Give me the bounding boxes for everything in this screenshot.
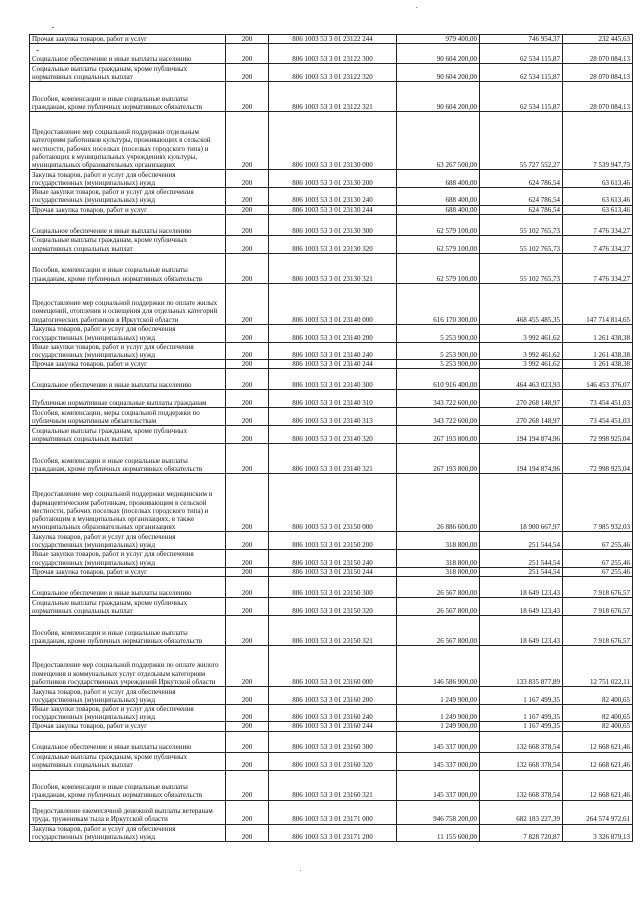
remaining-amount: 12 668 621,46 [563, 731, 633, 752]
table-row [30, 426, 633, 444]
assigned-amount: 979 400,00 [397, 35, 480, 44]
executed-amount: 62 534 115,87 [480, 44, 563, 64]
assigned-amount: 318 800,00 [397, 567, 480, 576]
row-name: Предоставление мер социальной поддержки отдельным категориям работников культуры, проживающих в сельской местности, рабочих поселках (поселках городского типа) и работающих в муниципальных учреждениях культуры, муниципальных образовательных организациях [30, 112, 226, 170]
assigned-amount: 688 400,00 [397, 170, 480, 188]
executed-amount: 62 534 115,87 [480, 82, 563, 112]
remaining-amount: 147 714 814,65 [563, 283, 633, 324]
line-code: 200 [226, 214, 269, 235]
budget-classification-code: 806 1003 53 3 01 23122 321 [269, 82, 397, 112]
row-name: Предоставление мер социальной поддержки по оплате жилого помещения и коммунальных услуг отдельным категориям работников государственных учреждений Иркутской области [30, 646, 226, 687]
executed-amount: 251 544,54 [480, 567, 563, 576]
line-code: 200 [226, 44, 269, 64]
assigned-amount: 688 400,00 [397, 188, 480, 205]
assigned-amount: 145 337 000,00 [397, 770, 480, 800]
assigned-amount: 5 253 900,00 [397, 360, 480, 369]
row-name: Предоставление мер социальной поддержки по оплате жилых помещений, отопления и освещения для отдельных категорий педагогических работников в Иркутской области [30, 283, 226, 324]
assigned-amount: 145 337 000,00 [397, 752, 480, 770]
row-name: Пособия, компенсации и иные социальные выплаты гражданам, кроме публичных нормативных обязательств [30, 82, 226, 112]
table-row [30, 369, 633, 390]
budget-classification-code: 806 1003 53 3 01 23150 320 [269, 598, 397, 616]
row-name: Социальные выплаты гражданам, кроме публичных нормативных социальных выплат [30, 598, 226, 616]
table-row [30, 324, 633, 342]
row-name: Социальные выплаты гражданам, кроме публичных нормативных социальных выплат [30, 752, 226, 770]
executed-amount: 3 992 461,62 [480, 342, 563, 359]
executed-amount: 194 194 874,96 [480, 444, 563, 474]
table-row [30, 283, 633, 324]
row-name: Пособия, компенсации и иные социальные выплаты гражданам, кроме публичных нормативных обязательств [30, 444, 226, 474]
assigned-amount: 62 579 100,00 [397, 253, 480, 283]
assigned-amount: 318 800,00 [397, 532, 480, 550]
row-name: Иные закупки товаров, работ и услуг для обеспечения государственных (муниципальных) нужд [30, 705, 226, 722]
line-code: 200 [226, 408, 269, 426]
line-code: 200 [226, 687, 269, 705]
budget-classification-code: 806 1003 53 3 01 23171 200 [269, 824, 397, 841]
table-row [30, 687, 633, 705]
table-row [30, 235, 633, 253]
table-row [30, 577, 633, 598]
assigned-amount: 5 253 900,00 [397, 342, 480, 359]
row-name: Социальное обеспечение и иные выплаты населению [30, 577, 226, 598]
budget-classification-code: 806 1003 53 3 01 23130 320 [269, 235, 397, 253]
table-row [30, 112, 633, 170]
executed-amount: 18 900 667,97 [480, 474, 563, 532]
table-row [30, 550, 633, 567]
remaining-amount: 82 400,65 [563, 687, 633, 705]
executed-amount: 624 786,54 [480, 205, 563, 214]
assigned-amount: 343 722 600,00 [397, 390, 480, 408]
remaining-amount: 7 539 947,73 [563, 112, 633, 170]
row-name: Прочая закупка товаров, работ и услуг [30, 360, 226, 369]
budget-classification-code: 806 1003 53 3 01 23160 200 [269, 687, 397, 705]
executed-amount: 132 668 378,54 [480, 752, 563, 770]
remaining-amount: 82 400,65 [563, 722, 633, 731]
budget-classification-code: 806 1003 53 3 01 23130 300 [269, 214, 397, 235]
assigned-amount: 343 722 600,00 [397, 408, 480, 426]
row-name: Прочая закупка товаров, работ и услуг [30, 722, 226, 731]
assigned-amount: 26 567 800,00 [397, 598, 480, 616]
scan-speck [36, 50, 39, 51]
executed-amount: 746 954,37 [480, 35, 563, 44]
executed-amount: 55 102 765,73 [480, 253, 563, 283]
assigned-amount: 616 170 300,00 [397, 283, 480, 324]
line-code: 200 [226, 532, 269, 550]
remaining-amount: 7 476 334,27 [563, 235, 633, 253]
budget-classification-code: 806 1003 53 3 01 23150 200 [269, 532, 397, 550]
line-code: 200 [226, 722, 269, 731]
line-code: 200 [226, 283, 269, 324]
line-code: 200 [226, 577, 269, 598]
line-code: 200 [226, 235, 269, 253]
budget-classification-code: 806 1003 53 3 01 23122 244 [269, 35, 397, 44]
line-code: 200 [226, 64, 269, 82]
line-code: 200 [226, 598, 269, 616]
executed-amount: 62 534 115,87 [480, 64, 563, 82]
executed-amount: 55 102 765,73 [480, 214, 563, 235]
assigned-amount: 26 567 800,00 [397, 577, 480, 598]
remaining-amount: 72 998 925,04 [563, 444, 633, 474]
table-row [30, 474, 633, 532]
line-code: 200 [226, 646, 269, 687]
executed-amount: 468 455 485,35 [480, 283, 563, 324]
table-body [30, 35, 633, 842]
row-name: Социальные выплаты гражданам, кроме публичных нормативных социальных выплат [30, 426, 226, 444]
row-name: Социальное обеспечение и иные выплаты населению [30, 44, 226, 64]
scan-speck [416, 7, 417, 8]
budget-classification-code: 806 1003 53 3 01 23160 244 [269, 722, 397, 731]
line-code: 200 [226, 35, 269, 44]
remaining-amount: 28 070 084,13 [563, 44, 633, 64]
line-code: 200 [226, 82, 269, 112]
budget-classification-code: 806 1003 53 3 01 23130 000 [269, 112, 397, 170]
table-row [30, 770, 633, 800]
table-row [30, 824, 633, 841]
line-code: 200 [226, 770, 269, 800]
row-name: Закупка товаров, работ и услуг для обеспечения государственных (муниципальных) нужд [30, 532, 226, 550]
budget-classification-code: 806 1003 53 3 01 23130 240 [269, 188, 397, 205]
remaining-amount: 73 454 451,03 [563, 390, 633, 408]
remaining-amount: 28 070 084,13 [563, 82, 633, 112]
remaining-amount: 264 574 972,61 [563, 800, 633, 824]
row-name: Пособия, компенсации и иные социальные выплаты гражданам, кроме публичных нормативных обязательств [30, 253, 226, 283]
assigned-amount: 63 267 500,00 [397, 112, 480, 170]
remaining-amount: 7 476 334,27 [563, 253, 633, 283]
scan-speck [52, 27, 54, 28]
line-code: 200 [226, 426, 269, 444]
table-row [30, 800, 633, 824]
line-code: 200 [226, 800, 269, 824]
executed-amount: 194 194 874,96 [480, 426, 563, 444]
budget-classification-code: 806 1003 53 3 01 23130 244 [269, 205, 397, 214]
remaining-amount: 67 255,46 [563, 532, 633, 550]
budget-classification-code: 806 1003 53 3 01 23122 320 [269, 64, 397, 82]
line-code: 200 [226, 205, 269, 214]
row-name: Иные закупки товаров, работ и услуг для обеспечения государственных (муниципальных) нужд [30, 550, 226, 567]
budget-classification-code: 806 1003 53 3 01 23150 244 [269, 567, 397, 576]
line-code: 200 [226, 170, 269, 188]
table-row [30, 444, 633, 474]
executed-amount: 133 835 877,89 [480, 646, 563, 687]
line-code: 200 [226, 731, 269, 752]
executed-amount: 624 786,54 [480, 188, 563, 205]
remaining-amount: 72 998 925,04 [563, 426, 633, 444]
table-row [30, 752, 633, 770]
executed-amount: 251 544,54 [480, 550, 563, 567]
assigned-amount: 946 758 200,00 [397, 800, 480, 824]
executed-amount: 55 102 765,73 [480, 235, 563, 253]
line-code: 200 [226, 369, 269, 390]
row-name: Социальное обеспечение и иные выплаты населению [30, 369, 226, 390]
executed-amount: 3 992 461,62 [480, 360, 563, 369]
assigned-amount: 1 249 900,00 [397, 705, 480, 722]
remaining-amount: 67 255,46 [563, 567, 633, 576]
assigned-amount: 11 155 600,00 [397, 824, 480, 841]
budget-classification-code: 806 1003 53 3 01 23140 313 [269, 408, 397, 426]
line-code: 200 [226, 360, 269, 369]
remaining-amount: 63 613,46 [563, 188, 633, 205]
row-name: Прочая закупка товаров, работ и услуг [30, 205, 226, 214]
table-row [30, 64, 633, 82]
table-row [30, 35, 633, 44]
budget-classification-code: 806 1003 53 3 01 23171 000 [269, 800, 397, 824]
table-row [30, 616, 633, 646]
budget-classification-code: 806 1003 53 3 01 23140 244 [269, 360, 397, 369]
budget-classification-code: 806 1003 53 3 01 23140 321 [269, 444, 397, 474]
budget-classification-code: 806 1003 53 3 01 23160 300 [269, 731, 397, 752]
row-name: Социальное обеспечение и иные выплаты населению [30, 214, 226, 235]
assigned-amount: 146 586 900,00 [397, 646, 480, 687]
remaining-amount: 63 613,46 [563, 205, 633, 214]
executed-amount: 55 727 552,27 [480, 112, 563, 170]
row-name: Прочая закупка товаров, работ и услуг [30, 35, 226, 44]
row-name: Иные закупки товаров, работ и услуг для обеспечения государственных (муниципальных) нужд [30, 188, 226, 205]
assigned-amount: 688 400,00 [397, 205, 480, 214]
line-code: 200 [226, 752, 269, 770]
executed-amount: 1 167 499,35 [480, 722, 563, 731]
remaining-amount: 12 751 022,11 [563, 646, 633, 687]
line-code: 200 [226, 390, 269, 408]
budget-classification-code: 806 1003 53 3 01 23150 240 [269, 550, 397, 567]
table-row [30, 598, 633, 616]
assigned-amount: 90 604 200,00 [397, 44, 480, 64]
table-row [30, 205, 633, 214]
budget-classification-code: 806 1003 53 3 01 23150 321 [269, 616, 397, 646]
budget-classification-code: 806 1003 53 3 01 23130 321 [269, 253, 397, 283]
executed-amount: 251 544,54 [480, 532, 563, 550]
budget-classification-code: 806 1003 53 3 01 23160 240 [269, 705, 397, 722]
table-row [30, 342, 633, 359]
budget-classification-code: 806 1003 53 3 01 23160 320 [269, 752, 397, 770]
executed-amount: 3 992 461,62 [480, 324, 563, 342]
table-row [30, 646, 633, 687]
budget-classification-code: 806 1003 53 3 01 23130 200 [269, 170, 397, 188]
executed-amount: 270 268 148,97 [480, 408, 563, 426]
assigned-amount: 5 253 900,00 [397, 324, 480, 342]
remaining-amount: 1 261 438,38 [563, 342, 633, 359]
row-name: Иные закупки товаров, работ и услуг для обеспечения государственных (муниципальных) нужд [30, 342, 226, 359]
remaining-amount: 7 918 676,57 [563, 577, 633, 598]
budget-classification-code: 806 1003 53 3 01 23140 240 [269, 342, 397, 359]
budget-classification-code: 806 1003 53 3 01 23122 300 [269, 44, 397, 64]
row-name: Социальные выплаты гражданам, кроме публичных нормативных социальных выплат [30, 235, 226, 253]
line-code: 200 [226, 550, 269, 567]
budget-classification-code: 806 1003 53 3 01 23140 200 [269, 324, 397, 342]
remaining-amount: 3 326 879,13 [563, 824, 633, 841]
executed-amount: 464 463 023,93 [480, 369, 563, 390]
assigned-amount: 267 193 800,00 [397, 444, 480, 474]
table-row [30, 253, 633, 283]
budget-execution-table [29, 34, 633, 842]
budget-classification-code: 806 1003 53 3 01 23160 321 [269, 770, 397, 800]
row-name: Закупка товаров, работ и услуг для обеспечения государственных (муниципальных) нужд [30, 824, 226, 841]
executed-amount: 1 167 499,35 [480, 687, 563, 705]
remaining-amount: 7 918 676,57 [563, 616, 633, 646]
row-name: Публичные нормативные социальные выплаты гражданам [30, 390, 226, 408]
executed-amount: 682 183 227,39 [480, 800, 563, 824]
line-code: 200 [226, 616, 269, 646]
assigned-amount: 145 337 000,00 [397, 731, 480, 752]
executed-amount: 132 668 378,54 [480, 770, 563, 800]
executed-amount: 132 668 378,54 [480, 731, 563, 752]
row-name: Закупка товаров, работ и услуг для обеспечения государственных (муниципальных) нужд [30, 687, 226, 705]
row-name: Предоставление ежемесячной денежной выплаты ветеранам труда, труженикам тыла в Иркутской области [30, 800, 226, 824]
assigned-amount: 90 604 200,00 [397, 82, 480, 112]
executed-amount: 7 828 720,87 [480, 824, 563, 841]
remaining-amount: 1 261 438,38 [563, 324, 633, 342]
assigned-amount: 26 567 800,00 [397, 616, 480, 646]
table-row [30, 567, 633, 576]
table-row [30, 408, 633, 426]
remaining-amount: 67 255,46 [563, 550, 633, 567]
line-code: 200 [226, 342, 269, 359]
row-name: Предоставление мер социальной поддержки медицинским и фармацевтическим работникам, проживающим в сельской местности, рабочих поселках (поселках городского типа) и работающим в муниципальных организациях, в также муниципальных образовательных организациях [30, 474, 226, 532]
line-code: 200 [226, 253, 269, 283]
executed-amount: 270 268 148,97 [480, 390, 563, 408]
remaining-amount: 1 261 438,38 [563, 360, 633, 369]
assigned-amount: 267 193 800,00 [397, 426, 480, 444]
table-row [30, 360, 633, 369]
budget-classification-code: 806 1003 53 3 01 23160 000 [269, 646, 397, 687]
remaining-amount: 73 454 451,03 [563, 408, 633, 426]
budget-classification-code: 806 1003 53 3 01 23140 000 [269, 283, 397, 324]
line-code: 200 [226, 705, 269, 722]
executed-amount: 18 649 123,43 [480, 577, 563, 598]
assigned-amount: 610 916 400,00 [397, 369, 480, 390]
row-name: Закупка товаров, работ и услуг для обеспечения государственных (муниципальных) нужд [30, 170, 226, 188]
assigned-amount: 26 886 600,00 [397, 474, 480, 532]
table-row [30, 731, 633, 752]
line-code: 200 [226, 324, 269, 342]
table-row [30, 722, 633, 731]
line-code: 200 [226, 824, 269, 841]
row-name: Пособия, компенсации, меры социальной поддержки по публичным нормативным обязательствам [30, 408, 226, 426]
executed-amount: 18 649 123,43 [480, 616, 563, 646]
executed-amount: 624 786,54 [480, 170, 563, 188]
remaining-amount: 82 400,65 [563, 705, 633, 722]
table-row [30, 170, 633, 188]
budget-classification-code: 806 1003 53 3 01 23150 000 [269, 474, 397, 532]
line-code: 200 [226, 444, 269, 474]
budget-classification-code: 806 1003 53 3 01 23140 320 [269, 426, 397, 444]
budget-classification-code: 806 1003 53 3 01 23140 300 [269, 369, 397, 390]
assigned-amount: 1 249 900,00 [397, 687, 480, 705]
remaining-amount: 12 668 621,46 [563, 752, 633, 770]
remaining-amount: 7 918 676,57 [563, 598, 633, 616]
scan-speck [300, 870, 301, 871]
table-row [30, 82, 633, 112]
budget-classification-code: 806 1003 53 3 01 23140 310 [269, 390, 397, 408]
table-row [30, 532, 633, 550]
executed-amount: 1 167 499,35 [480, 705, 563, 722]
assigned-amount: 62 579 100,00 [397, 214, 480, 235]
line-code: 200 [226, 112, 269, 170]
remaining-amount: 63 613,46 [563, 170, 633, 188]
assigned-amount: 318 800,00 [397, 550, 480, 567]
assigned-amount: 62 579 100,00 [397, 235, 480, 253]
remaining-amount: 28 070 084,13 [563, 64, 633, 82]
remaining-amount: 146 453 376,07 [563, 369, 633, 390]
assigned-amount: 90 604 200,00 [397, 64, 480, 82]
line-code: 200 [226, 188, 269, 205]
line-code: 200 [226, 567, 269, 576]
row-name: Прочая закупка товаров, работ и услуг [30, 567, 226, 576]
row-name: Закупка товаров, работ и услуг для обеспечения государственных (муниципальных) нужд [30, 324, 226, 342]
row-name: Пособия, компенсации и иные социальные выплаты гражданам, кроме публичных нормативных обязательств [30, 616, 226, 646]
table-row [30, 705, 633, 722]
table-row [30, 188, 633, 205]
row-name: Социальные выплаты гражданам, кроме публичных нормативных социальных выплат [30, 64, 226, 82]
remaining-amount: 232 445,63 [563, 35, 633, 44]
executed-amount: 18 649 123,43 [480, 598, 563, 616]
row-name: Пособия, компенсации и иные социальные выплаты гражданам, кроме публичных нормативных обязательств [30, 770, 226, 800]
budget-classification-code: 806 1003 53 3 01 23150 300 [269, 577, 397, 598]
remaining-amount: 7 476 334,27 [563, 214, 633, 235]
remaining-amount: 12 668 621,46 [563, 770, 633, 800]
assigned-amount: 1 249 900,00 [397, 722, 480, 731]
line-code: 200 [226, 474, 269, 532]
remaining-amount: 7 985 932,03 [563, 474, 633, 532]
row-name: Социальное обеспечение и иные выплаты населению [30, 731, 226, 752]
table-row [30, 390, 633, 408]
table-row [30, 44, 633, 64]
table-row [30, 214, 633, 235]
